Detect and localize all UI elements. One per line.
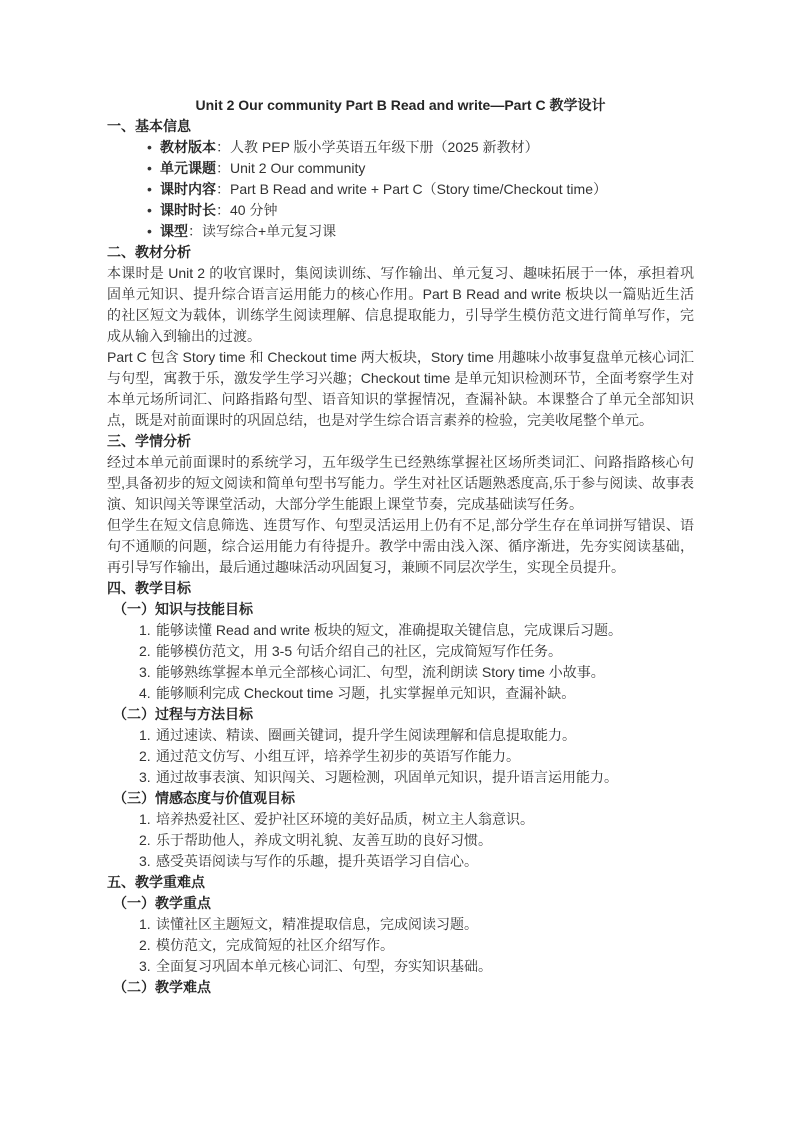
bullet-label: 单元课题 — [160, 160, 216, 176]
item-text: 通过故事表演、知识闯关、习题检测，巩固单元知识，提升语言运用能力。 — [156, 769, 618, 785]
item-text: 培养热爱社区、爱护社区环境的美好品质，树立主人翁意识。 — [156, 811, 534, 827]
item-number: 3. — [139, 958, 151, 974]
heading-key-difficult-points: 五、教学重难点 — [107, 874, 205, 890]
bullet-label: 课时内容 — [160, 181, 216, 197]
item-number: 2. — [139, 937, 151, 953]
item-text: 通过速读、精读、圈画关键词，提升学生阅读理解和信息提取能力。 — [156, 727, 576, 743]
bullet-text: 40 分钟 — [230, 202, 278, 218]
objective-process-item-3 — [107, 767, 694, 788]
objective-emotion-item-1 — [107, 809, 694, 830]
item-text: 感受英语阅读与写作的乐趣，提升英语学习自信心。 — [156, 853, 478, 869]
item-text: 能够模仿范文，用 3-5 句话介绍自己的社区，完成简短写作任务。 — [156, 643, 563, 659]
item-text: 全面复习巩固本单元核心词汇、句型，夯实知识基础。 — [156, 958, 492, 974]
item-number: 1. — [139, 811, 151, 827]
item-text: 能够顺利完成 Checkout time 习题，扎实掌握单元知识，查漏补缺。 — [156, 685, 576, 701]
item-number: 4. — [139, 685, 151, 701]
bullet-text: 人教 PEP 版小学英语五年级下册（2025 新教材） — [230, 139, 539, 155]
item-number: 2. — [139, 832, 151, 848]
bullet-icon: • — [147, 160, 152, 176]
bullet-unit-topic — [107, 158, 694, 179]
item-text: 乐于帮助他人，养成文明礼貌、友善互助的良好习惯。 — [156, 832, 492, 848]
objective-knowledge-item-3 — [107, 662, 694, 683]
bullet-text: Unit 2 Our community — [230, 160, 366, 176]
subheading-knowledge-skills: （一）知识与技能目标 — [113, 601, 253, 617]
heading-teaching-objectives: 四、教学目标 — [107, 580, 191, 596]
bullet-colon: ： — [216, 202, 230, 218]
bullet-text: 读写综合+单元复习课 — [202, 223, 337, 239]
bullet-body — [160, 137, 539, 158]
objective-knowledge-item-1 — [107, 620, 694, 641]
bullet-colon: ： — [216, 181, 230, 197]
item-number: 2. — [139, 748, 151, 764]
bullet-text: Part B Read and write + Part C（Story time/Checkout time） — [230, 181, 607, 197]
bullet-label: 教材版本 — [160, 139, 216, 155]
bullet-lesson-duration — [107, 200, 694, 221]
heading-basic-info: 一、基本信息 — [107, 118, 191, 134]
bullet-colon: ： — [216, 139, 230, 155]
item-number: 2. — [139, 643, 151, 659]
learner-analysis-paragraph-2: 但学生在短文信息筛选、连贯写作、句型灵活运用上仍有不足,部分学生存在单词拼写错误、语句不通顺的问题，综合运用能力有待提升。教学中需由浅入深、循序渐进，先夯实阅读基础，再引导写作输出，最后通过趣味活动巩固复习，兼顾不同层次学生，实现全员提升。 — [107, 517, 694, 575]
item-text: 读懂社区主题短文，精准提取信息，完成阅读习题。 — [156, 916, 478, 932]
objective-emotion-item-2 — [107, 830, 694, 851]
item-number: 1. — [139, 622, 151, 638]
bullet-body — [160, 179, 607, 200]
item-text: 能够读懂 Read and write 板块的短文，准确提取关键信息，完成课后习题。 — [156, 622, 622, 638]
item-number: 1. — [139, 727, 151, 743]
subheading-emotion-values: （三）情感态度与价值观目标 — [113, 790, 295, 806]
item-text: 能够熟练掌握本单元全部核心词汇、句型，流利朗读 Story time 小故事。 — [156, 664, 605, 680]
item-number: 3. — [139, 664, 151, 680]
bullet-body — [160, 221, 336, 242]
objective-knowledge-item-4 — [107, 683, 694, 704]
key-point-item-3 — [107, 956, 694, 977]
objective-process-item-1 — [107, 725, 694, 746]
material-analysis-paragraph-2: Part C 包含 Story time 和 Checkout time 两大板块，Story time 用趣味小故事复盘单元核心词汇与句型，寓教于乐，激发学生学习兴趣；Checkout time 是单元知识检测环节，全面考察学生对本单元场所词汇、问路指路句型、语音知识的掌握情况，查漏补缺。本课整合了单元全部知识点，既是对前面课时的巩固总结，也是对学生综合语言素养的检验，完美收尾整个单元。 — [107, 349, 694, 428]
bullet-textbook-edition — [107, 137, 694, 158]
key-point-item-1 — [107, 914, 694, 935]
subheading-difficult-points: （二）教学难点 — [113, 979, 211, 995]
item-text: 通过范文仿写、小组互评，培养学生初步的英语写作能力。 — [156, 748, 520, 764]
key-point-item-2 — [107, 935, 694, 956]
material-analysis-paragraph-1: 本课时是 Unit 2 的收官课时，集阅读训练、写作输出、单元复习、趣味拓展于一体，承担着巩固单元知识、提升综合语言运用能力的核心作用。Part B Read and write 板块以一篇贴近生活的社区短文为载体，训练学生阅读理解、信息提取能力，引导学生模仿范文进行简单写作，完成从输入到输出的过渡。 — [107, 265, 694, 344]
heading-material-analysis: 二、教材分析 — [107, 244, 191, 260]
bullet-colon: ： — [188, 223, 202, 239]
bullet-icon: • — [147, 139, 152, 155]
bullet-label: 课型 — [160, 223, 188, 239]
item-text: 模仿范文，完成简短的社区介绍写作。 — [156, 937, 394, 953]
objective-process-item-2 — [107, 746, 694, 767]
item-number: 1. — [139, 916, 151, 932]
heading-learner-analysis: 三、学情分析 — [107, 433, 191, 449]
bullet-label: 课时时长 — [160, 202, 216, 218]
bullet-body — [160, 200, 277, 221]
learner-analysis-paragraph-1: 经过本单元前面课时的系统学习，五年级学生已经熟练掌握社区场所类词汇、问路指路核心句型,具备初步的短文阅读和简单句型书写能力。学生对社区话题熟悉度高,乐于参与阅读、故事表演、知识闯关等课堂活动，大部分学生能跟上课堂节奏，完成基础读写任务。 — [107, 454, 694, 512]
bullet-icon: • — [147, 181, 152, 197]
subheading-process-methods: （二）过程与方法目标 — [113, 706, 253, 722]
item-number: 3. — [139, 769, 151, 785]
bullet-lesson-type — [107, 221, 694, 242]
bullet-icon: • — [147, 202, 152, 218]
bullet-icon: • — [147, 223, 152, 239]
document-title: Unit 2 Our community Part B Read and write—Part C 教学设计 — [195, 97, 606, 113]
bullet-colon: ： — [216, 160, 230, 176]
objective-knowledge-item-2 — [107, 641, 694, 662]
item-number: 3. — [139, 853, 151, 869]
objective-emotion-item-3 — [107, 851, 694, 872]
bullet-body — [160, 158, 365, 179]
subheading-key-points: （一）教学重点 — [113, 895, 211, 911]
bullet-lesson-content — [107, 179, 694, 200]
